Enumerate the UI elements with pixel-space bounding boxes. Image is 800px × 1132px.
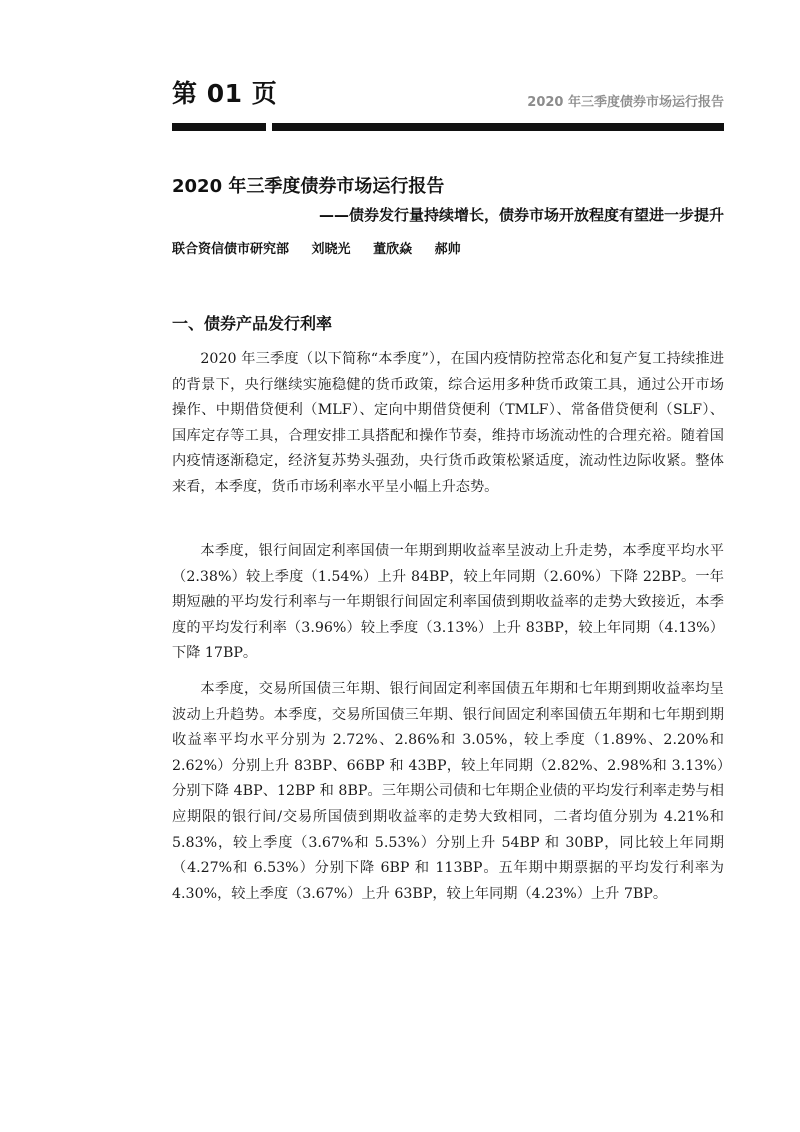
header-rule-long <box>272 123 724 131</box>
page-number: 第 01 页 <box>172 79 278 108</box>
page-header <box>172 70 724 132</box>
author-line <box>172 238 479 257</box>
body-paragraph: 本季度，银行间固定利率国债一年期到期收益率呈波动上升走势，本季度平均水平（2.38%）较上季度（1.54%）上升 84BP，较上年同期（2.60%）下降 22BP。一年期短融的平均发行利率与一年期银行间固定利率国债到期收益率的走势大致接近，本季度的平均发行利率（3.96%）较上季度（3.13%）上升 83BP，较上年同期（4.13%）下降 17BP。 <box>172 543 724 662</box>
section-heading: 一、债券产品发行利率 <box>172 314 333 333</box>
body-paragraph: 2020 年三季度（以下简称“本季度”），在国内疫情防控常态化和复产复工持续推进的背景下，央行继续实施稳健的货币政策，综合运用多种货币政策工具，通过公开市场操作、中期借贷便利（MLF）、定向中期借贷便利（TMLF）、常备借贷便利（SLF）、国库定存等工具，合理安排工具搭配和操作节奏，维持市场流动性的合理充裕。随着国内疫情逐渐稳定，经济复苏势头强劲，央行货币政策松紧适度，流动性边际收紧。整体来看，本季度，货币市场利率水平呈小幅上升态势。 <box>172 351 724 495</box>
header-rule-short <box>172 123 266 131</box>
author-name: 刘晓光 <box>311 242 351 257</box>
running-title: 2020 年三季度债券市场运行报告 <box>527 95 724 110</box>
report-title: 2020 年三季度债券市场运行报告 <box>172 176 445 197</box>
body-paragraph: 本季度，交易所国债三年期、银行间固定利率国债五年期和七年期到期收益率均呈波动上升趋势。本季度，交易所国债三年期、银行间固定利率国债五年期和七年期到期收益率平均水平分别为 2.72%、2.86%和 3.05%，较上季度（1.89%、2.20%和 2.62%）分别上升 83BP、66BP 和 43BP，较上年同期（2.82%、2.98%和 3.13%）分别下降 4BP、12BP 和 8BP。三年期公司债和七年期企业债的平均发行利率走势与相应期限的银行间/交易所国债到期收益率的走势大致相同，二者均值分别为 4.21%和 5.83%，较上季度（3.67%和 5.53%）分别上升 54BP 和 30BP，同比较上年同期（4.27%和 6.53%）分别下降 6BP 和 113BP。五年期中期票据的平均发行利率为 4.30%，较上季度（3.67%）上升 63BP，较上年同期（4.23%）上升 7BP。 <box>172 681 724 902</box>
author-name: 董欣焱 <box>373 242 413 257</box>
report-subtitle: ——债券发行量持续增长，债券市场开放程度有望进一步提升 <box>318 206 724 224</box>
author-name: 郝帅 <box>434 242 461 257</box>
author-department: 联合资信债市研究部 <box>172 242 290 257</box>
